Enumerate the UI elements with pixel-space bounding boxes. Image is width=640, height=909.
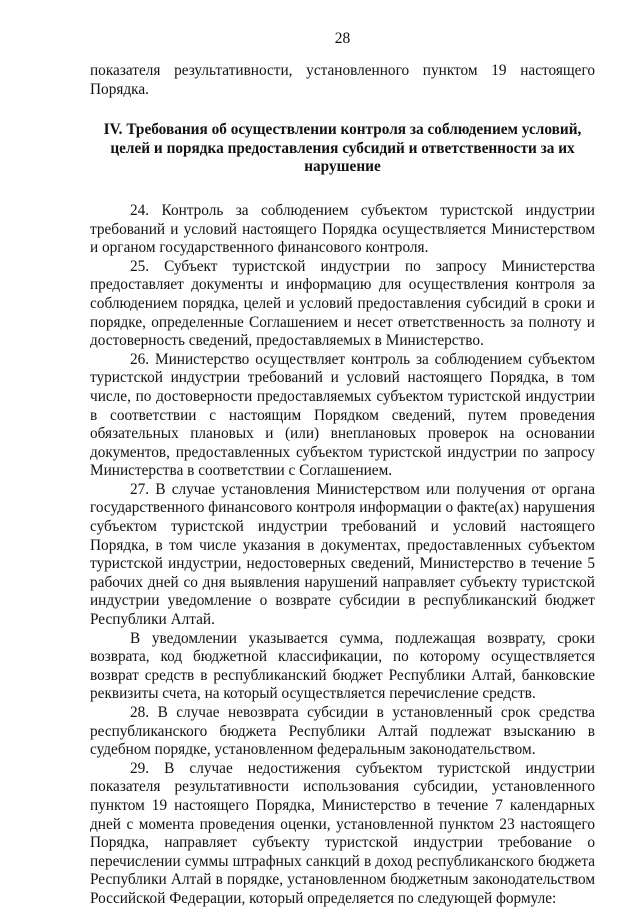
paragraph-25: 25. Субъект туристской индустрии по запросу Министерства предоставляет документы и информацию для осуществления контроля за соблюдением порядка, целей и условий предоставления субсидий в сроки и порядке, определенные Соглашением и несет ответственность за полноту и достоверность сведений, предоставляемых в Министерство. xyxy=(90,257,595,350)
section-heading: IV. Требования об осуществлении контроля за соблюдением условий, целей и порядка предоставления субсидий и ответственности за их нарушение xyxy=(103,121,582,176)
paragraph-24: 24. Контроль за соблюдением субъектом туристской индустрии требований и условий настоящего Порядка осуществляется Министерством и органом государственного финансового контроля. xyxy=(90,201,595,257)
paragraph-28: 28. В случае невозврата субсидии в установленный срок средства республиканского бюджета Республики Алтай подлежат взысканию в судебном порядке, установленном федеральным законодательством. xyxy=(90,704,595,759)
page-number: 28 xyxy=(334,30,351,47)
paragraph-26: 26. Министерство осуществляет контроль за соблюдением субъектом туристской индустрии требований и условий настоящего Порядка, в том числе, по достоверности предоставляемых субъектом туристской индустрии в соответствии с настоящим Порядком сведений, путем проведения обязательных плановых и (или) внеплановых проверок на основании документов, предоставленных субъектом туристской индустрии по запросу Министерства в соответствии с Соглашением. xyxy=(90,350,595,480)
paragraph-27: 27. В случае установления Министерством или получения от органа государственного финансового контроля информации о факте(ах) нарушения субъектом туристской индустрии требований и условий настоящего Порядка, в том числе указания в документах, предоставленных субъектом туристской индустрии, недостоверных сведений, Министерство в течение 5 рабочих дней со дня выявления нарушений направляет субъекту туристской индустрии уведомление о возврате субсидии в республиканский бюджет Республики Алтай. xyxy=(90,480,595,629)
paragraph-29: 29. В случае недостижения субъектом туристской индустрии показателя результативности использования субсидии, установленного пунктом 19 настоящего Порядка, Министерство в течение 7 календарных дней с момента проведения оценки, установленной пунктом 23 настоящего Порядка, направляет субъекту туристской индустрии требование о перечислении суммы штрафных санкций в доход республиканского бюджета Республики Алтай в порядке, установленном бюджетным законодательством Российской Федерации, который определяется по следующей формуле: xyxy=(90,759,595,907)
continuation-paragraph: показателя результативности, установленного пунктом 19 настоящего Порядка. xyxy=(90,62,595,98)
paragraph-27-notice: В уведомлении указывается сумма, подлежащая возврату, сроки возврата, код бюджетной классификации, по которому осуществляется возврат средств в республиканский бюджет Республики Алтай, банковские реквизиты счета, на который осуществляется перечисление средств. xyxy=(90,629,595,703)
document-body xyxy=(90,62,595,909)
